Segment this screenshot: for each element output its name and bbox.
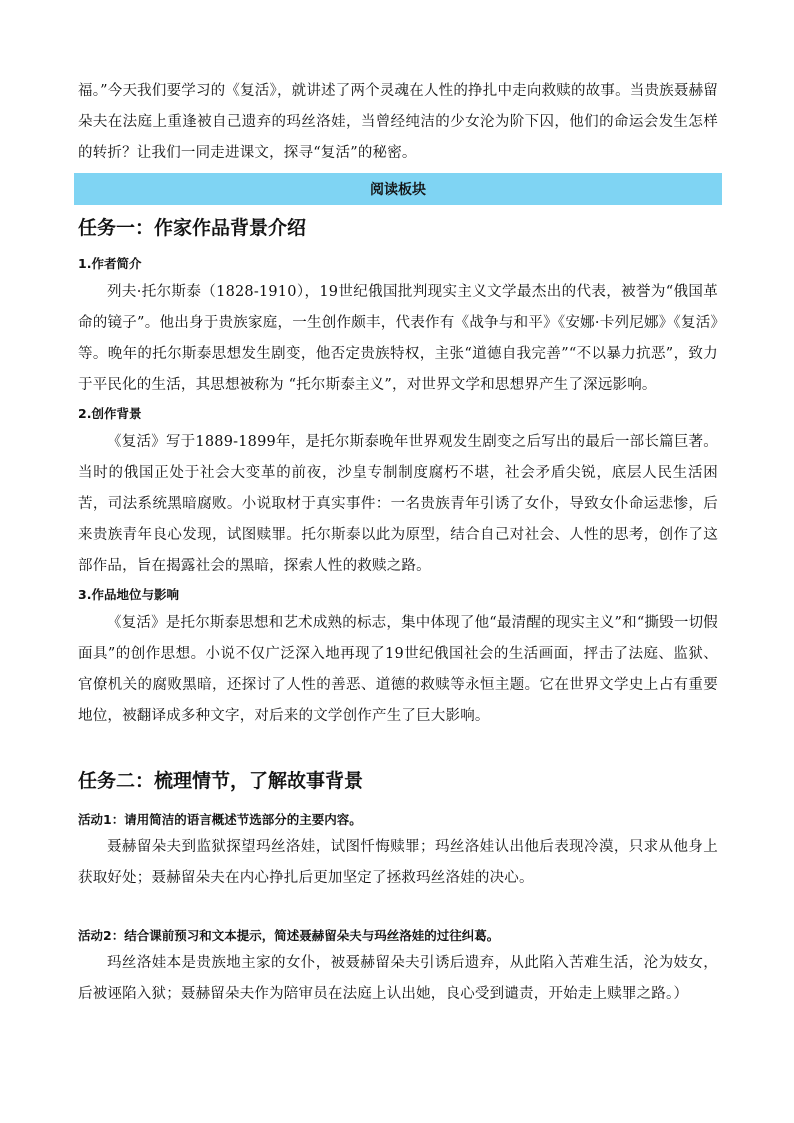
work-status-heading: 3.作品地位与影响 — [78, 587, 179, 602]
activity2-answer: 玛丝洛娃本是贵族地主家的女仆，被聂赫留朵夫引诱后遗弃，从此陷入苦难生活，沦为妓女，后被诬陷入狱；聂赫留朵夫作为陪审员在法庭上认出她，良心受到谴责，开始走上赎罪之路。） — [78, 955, 718, 1002]
reading-section-banner: 阅读板块 — [74, 173, 722, 205]
document-page — [78, 76, 718, 1010]
creation-background-paragraph: 《复活》写于1889-1899年，是托尔斯泰晚年世界观发生剧变之后写出的最后一部长篇巨著。当时的俄国正处于社会大变革的前夜，沙皇专制制度腐朽不堪，社会矛盾尖锐，底层人民生活困苦，司法系统黑暗腐败。小说取材于真实事件：一名贵族青年引诱了女仆，导致女仆命运悲惨，后来贵族青年良心发现，试图赎罪。托尔斯泰以此为原型，结合自己对社会、人性的思考，创作了这部作品，旨在揭露社会的黑暗，探索人性的救赎之路。 — [78, 434, 718, 574]
task1-title: 任务一：作家作品背景介绍 — [78, 217, 307, 239]
author-intro-heading: 1.作者简介 — [78, 256, 142, 271]
creation-background-heading: 2.创作背景 — [78, 406, 142, 421]
activity1-heading: 活动1：请用简洁的语言概述节选部分的主要内容。 — [78, 812, 362, 827]
intro-paragraph: 福。”今天我们要学习的《复活》，就讲述了两个灵魂在人性的挣扎中走向救赎的故事。当贵族聂赫留朵夫在法庭上重逢被自己遗弃的玛丝洛娃，当曾经纯洁的少女沦为阶下囚，他们的命运会发生怎样的转折？让我们一同走进课文，探寻“复活”的秘密。 — [78, 83, 718, 161]
work-status-paragraph: 《复活》是托尔斯泰思想和艺术成熟的标志，集中体现了他“最清醒的现实主义”和“撕毁一切假面具”的创作思想。小说不仅广泛深入地再现了19世纪俄国社会的生活画面，抨击了法庭、监狱、官僚机关的腐败黑暗，还探讨了人性的善恶、道德的救赎等永恒主题。它在世界文学史上占有重要地位，被翻译成多种文字，对后来的文学创作产生了巨大影响。 — [78, 615, 718, 724]
activity1-answer: 聂赫留朵夫到监狱探望玛丝洛娃，试图忏悔赎罪；玛丝洛娃认出他后表现冷漠，只求从他身上获取好处；聂赫留朵夫在内心挣扎后更加坚定了拯救玛丝洛娃的决心。 — [78, 839, 718, 886]
task2-title: 任务二：梳理情节，了解故事背景 — [78, 770, 364, 792]
activity2-heading: 活动2：结合课前预习和文本提示，简述聂赫留朵夫与玛丝洛娃的过往纠葛。 — [78, 928, 500, 943]
author-intro-paragraph: 列夫·托尔斯泰（1828-1910），19世纪俄国批判现实主义文学最杰出的代表，被誉为“俄国革命的镜子”。他出身于贵族家庭，一生创作颇丰，代表作有《战争与和平》《安娜·卡列尼娜》《复活》等。晚年的托尔斯泰思想发生剧变，他否定贵族特权，主张“道德自我完善”“不以暴力抗恶”，致力于平民化的生活，其思想被称为 “托尔斯泰主义”，对世界文学和思想界产生了深远影响。 — [78, 284, 718, 393]
